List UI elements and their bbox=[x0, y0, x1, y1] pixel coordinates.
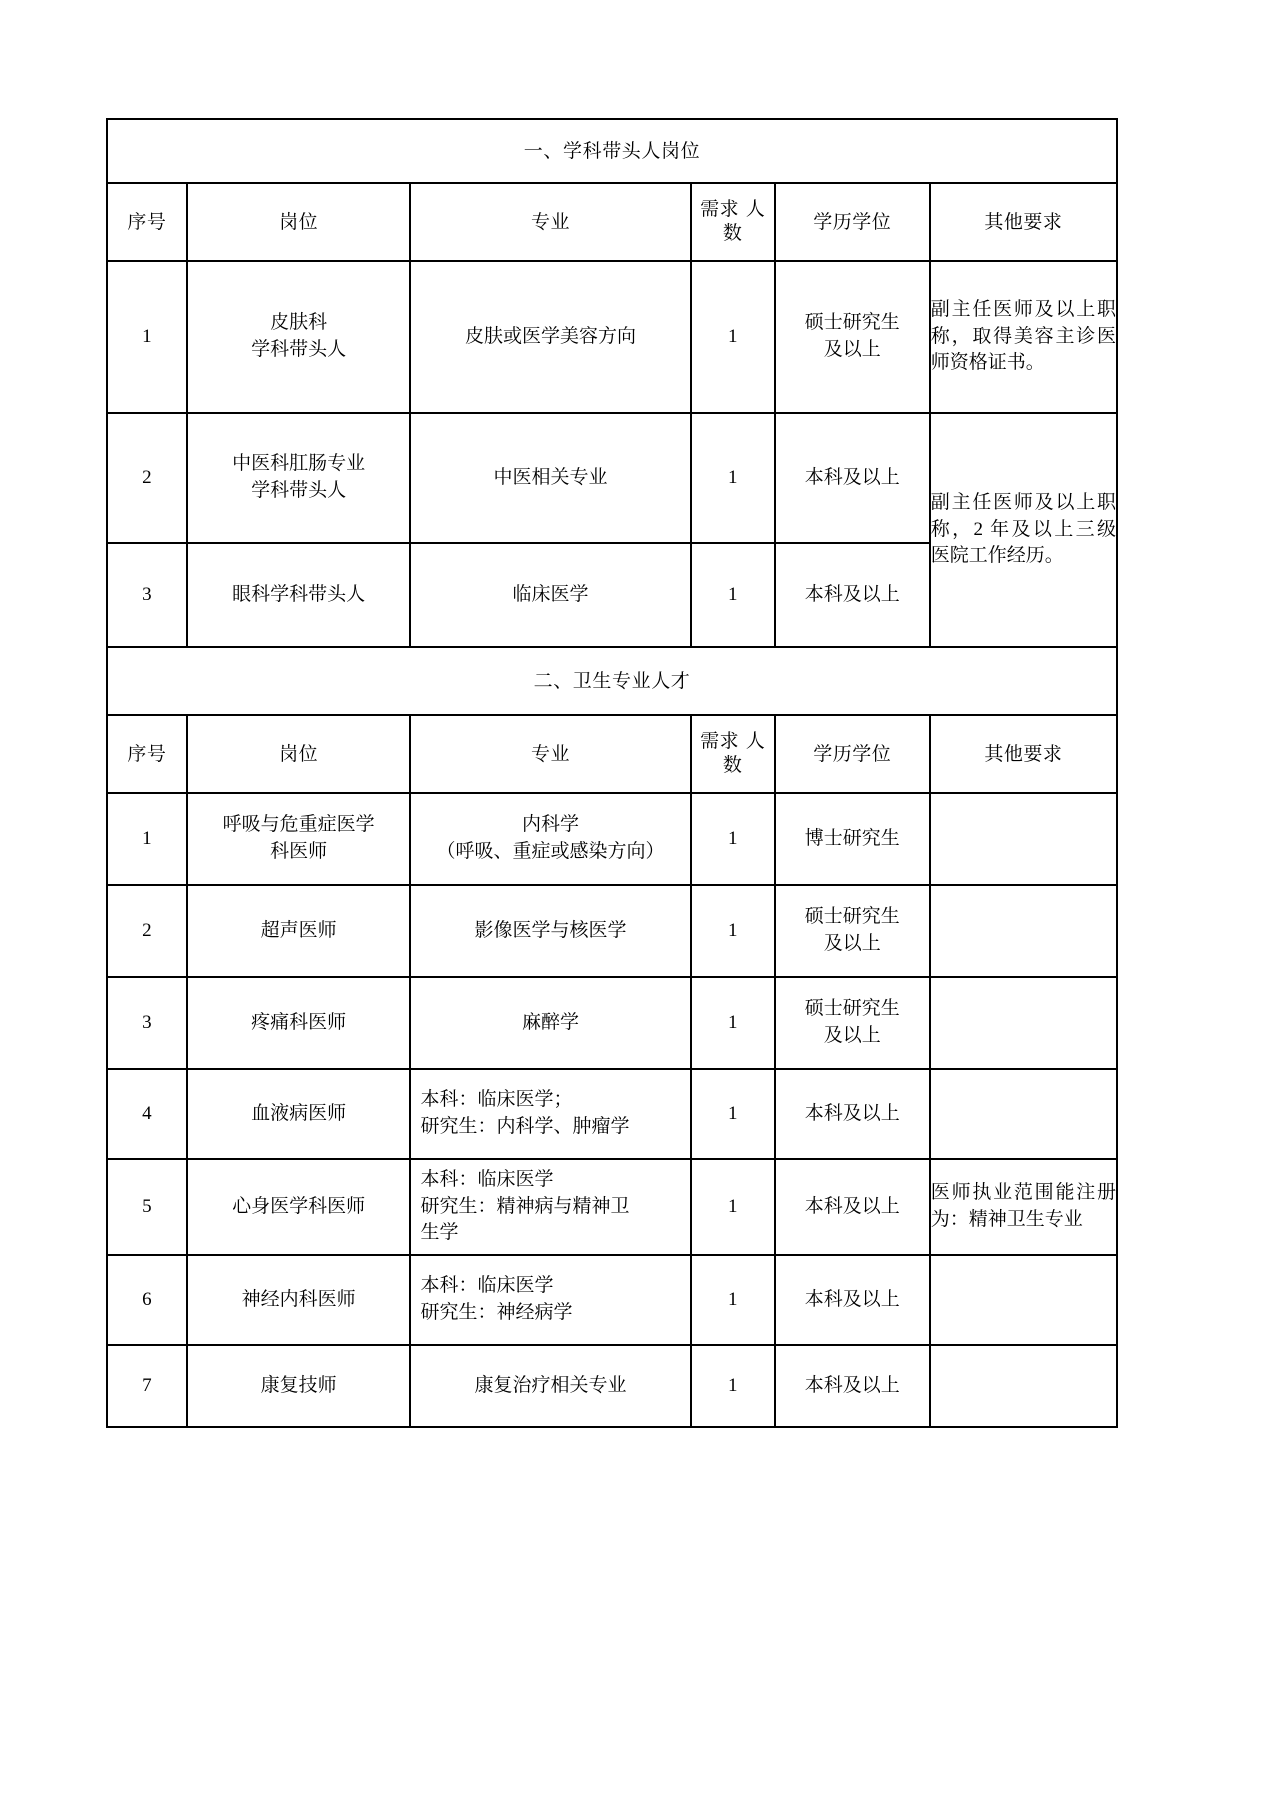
post-line: 中医科肛肠专业 bbox=[232, 453, 366, 475]
education-line: 硕士研究生 bbox=[804, 312, 900, 334]
major-line: 影像医学与核医学 bbox=[474, 919, 627, 941]
major-line: 内科学 bbox=[522, 814, 580, 836]
major-line: 本科：临床医学 bbox=[420, 1275, 554, 1297]
recruitment-table bbox=[106, 118, 1118, 1428]
post-line: 疼痛科医师 bbox=[251, 1011, 347, 1033]
major-line: 中医相关专业 bbox=[493, 466, 608, 488]
row-education bbox=[775, 977, 930, 1069]
row-major bbox=[410, 1345, 690, 1427]
row-other-requirements bbox=[930, 793, 1117, 885]
row-no: 2 bbox=[107, 413, 187, 543]
table-row bbox=[107, 793, 1117, 885]
header-demand-line2: 人数 bbox=[722, 730, 766, 776]
row-number: 1 bbox=[691, 977, 775, 1069]
row-education bbox=[775, 413, 930, 543]
row-other-requirements bbox=[930, 1255, 1117, 1345]
education-line: 及以上 bbox=[823, 933, 881, 954]
post-line: 呼吸与危重症医学 bbox=[222, 814, 375, 836]
major-line: 研究生：神经病学 bbox=[420, 1302, 573, 1323]
table-row bbox=[107, 413, 1117, 543]
row-education bbox=[775, 1345, 930, 1427]
row-no: 5 bbox=[107, 1159, 187, 1255]
row-no: 3 bbox=[107, 543, 187, 647]
major-line: 康复治疗相关专业 bbox=[474, 1374, 627, 1396]
row-other-requirements bbox=[930, 1345, 1117, 1427]
post-line: 神经内科医师 bbox=[241, 1288, 356, 1310]
major-line: 本科：临床医学 bbox=[420, 1168, 554, 1190]
header-no: 序号 bbox=[107, 715, 187, 793]
post-line: 血液病医师 bbox=[251, 1102, 347, 1124]
education-line: 本科及以上 bbox=[804, 1195, 900, 1217]
row-other-requirements bbox=[930, 1069, 1117, 1159]
table-row bbox=[107, 1345, 1117, 1427]
row-major bbox=[410, 543, 690, 647]
header-post: 岗位 bbox=[187, 715, 411, 793]
major-line: 皮肤或医学美容方向 bbox=[465, 325, 637, 347]
row-number: 1 bbox=[691, 261, 775, 413]
row-major bbox=[410, 261, 690, 413]
header-major: 专业 bbox=[410, 715, 690, 793]
education-line: 博士研究生 bbox=[804, 827, 900, 849]
document-body bbox=[106, 118, 1118, 1428]
post-line: 学科带头人 bbox=[251, 480, 347, 501]
header-other: 其他要求 bbox=[930, 715, 1117, 793]
other-text: 副主任医师及以上职称，取得美容主诊医师资格证书。 bbox=[930, 298, 1116, 374]
row-education bbox=[775, 793, 930, 885]
post-line: 科医师 bbox=[270, 841, 328, 862]
row-education bbox=[775, 1069, 930, 1159]
post-line: 皮肤科 bbox=[270, 312, 328, 334]
table-row bbox=[107, 977, 1117, 1069]
row-post bbox=[187, 885, 411, 977]
row-education bbox=[775, 1159, 930, 1255]
header-demand-count bbox=[691, 183, 775, 261]
row-no: 3 bbox=[107, 977, 187, 1069]
row-major bbox=[410, 885, 690, 977]
row-other-requirements bbox=[930, 977, 1117, 1069]
education-line: 及以上 bbox=[823, 1025, 881, 1046]
major-line: 研究生：精神病与精神卫 bbox=[420, 1195, 630, 1217]
row-other-requirements bbox=[930, 1159, 1117, 1255]
row-major bbox=[410, 1255, 690, 1345]
header-education: 学历学位 bbox=[775, 715, 930, 793]
row-no: 1 bbox=[107, 261, 187, 413]
row-other-requirements bbox=[930, 413, 1117, 647]
post-line: 心身医学科医师 bbox=[232, 1195, 366, 1217]
major-line: 麻醉学 bbox=[522, 1011, 580, 1033]
header-no: 序号 bbox=[107, 183, 187, 261]
row-number: 1 bbox=[691, 1255, 775, 1345]
row-other-requirements bbox=[930, 261, 1117, 413]
other-text: 医师执业范围能注册为：精神卫生专业 bbox=[930, 1182, 1116, 1230]
row-major bbox=[410, 1069, 690, 1159]
education-line: 本科及以上 bbox=[804, 1288, 900, 1310]
row-number: 1 bbox=[691, 543, 775, 647]
education-line: 硕士研究生 bbox=[804, 906, 900, 928]
row-number: 1 bbox=[691, 885, 775, 977]
header-major: 专业 bbox=[410, 183, 690, 261]
other-text: 副主任医师及以上职称，2 年及以上三级医院工作经历。 bbox=[930, 491, 1116, 567]
row-no: 6 bbox=[107, 1255, 187, 1345]
table-row bbox=[107, 261, 1117, 413]
row-post bbox=[187, 977, 411, 1069]
row-number: 1 bbox=[691, 793, 775, 885]
row-number: 1 bbox=[691, 1345, 775, 1427]
header-demand-count bbox=[691, 715, 775, 793]
row-number: 1 bbox=[691, 1069, 775, 1159]
row-no: 4 bbox=[107, 1069, 187, 1159]
row-no: 1 bbox=[107, 793, 187, 885]
post-line: 学科带头人 bbox=[251, 339, 347, 360]
row-post bbox=[187, 1069, 411, 1159]
row-post bbox=[187, 1255, 411, 1345]
row-education bbox=[775, 885, 930, 977]
education-line: 本科及以上 bbox=[804, 583, 900, 605]
major-line: 研究生：内科学、肿瘤学 bbox=[420, 1116, 630, 1137]
row-education bbox=[775, 1255, 930, 1345]
row-post bbox=[187, 413, 411, 543]
header-demand-line2: 人数 bbox=[722, 198, 766, 244]
education-line: 本科及以上 bbox=[804, 466, 900, 488]
major-line: 生学 bbox=[420, 1222, 459, 1244]
row-no: 7 bbox=[107, 1345, 187, 1427]
table-row bbox=[107, 1159, 1117, 1255]
row-major bbox=[410, 1159, 690, 1255]
row-post bbox=[187, 1345, 411, 1427]
post-line: 超声医师 bbox=[260, 919, 337, 941]
section-1-heading: 一、学科带头人岗位 bbox=[107, 119, 1117, 183]
row-no: 2 bbox=[107, 885, 187, 977]
major-line: 临床医学 bbox=[512, 583, 589, 605]
section-2-heading: 二、卫生专业人才 bbox=[107, 647, 1117, 715]
row-major bbox=[410, 793, 690, 885]
education-line: 硕士研究生 bbox=[804, 998, 900, 1020]
header-other: 其他要求 bbox=[930, 183, 1117, 261]
table-row bbox=[107, 1255, 1117, 1345]
table-row bbox=[107, 885, 1117, 977]
row-major bbox=[410, 977, 690, 1069]
header-education: 学历学位 bbox=[775, 183, 930, 261]
header-post: 岗位 bbox=[187, 183, 411, 261]
post-line: 康复技师 bbox=[260, 1374, 337, 1396]
row-education bbox=[775, 261, 930, 413]
section-heading-row bbox=[107, 119, 1117, 183]
table-row bbox=[107, 1069, 1117, 1159]
row-post bbox=[187, 1159, 411, 1255]
education-line: 及以上 bbox=[823, 339, 881, 360]
header-demand-line1: 需求 bbox=[700, 198, 740, 221]
education-line: 本科及以上 bbox=[804, 1374, 900, 1396]
post-line: 眼科学科带头人 bbox=[232, 583, 366, 605]
row-number: 1 bbox=[691, 413, 775, 543]
major-line: （呼吸、重症或感染方向） bbox=[436, 841, 665, 862]
row-post bbox=[187, 793, 411, 885]
row-number: 1 bbox=[691, 1159, 775, 1255]
row-major bbox=[410, 413, 690, 543]
table-header-row-1 bbox=[107, 183, 1117, 261]
header-demand-line1: 需求 bbox=[700, 730, 740, 753]
row-post bbox=[187, 261, 411, 413]
row-education bbox=[775, 543, 930, 647]
major-line: 本科：临床医学； bbox=[420, 1089, 573, 1111]
section-heading-row bbox=[107, 647, 1117, 715]
education-line: 本科及以上 bbox=[804, 1102, 900, 1124]
row-post bbox=[187, 543, 411, 647]
table-header-row-2 bbox=[107, 715, 1117, 793]
row-other-requirements bbox=[930, 885, 1117, 977]
